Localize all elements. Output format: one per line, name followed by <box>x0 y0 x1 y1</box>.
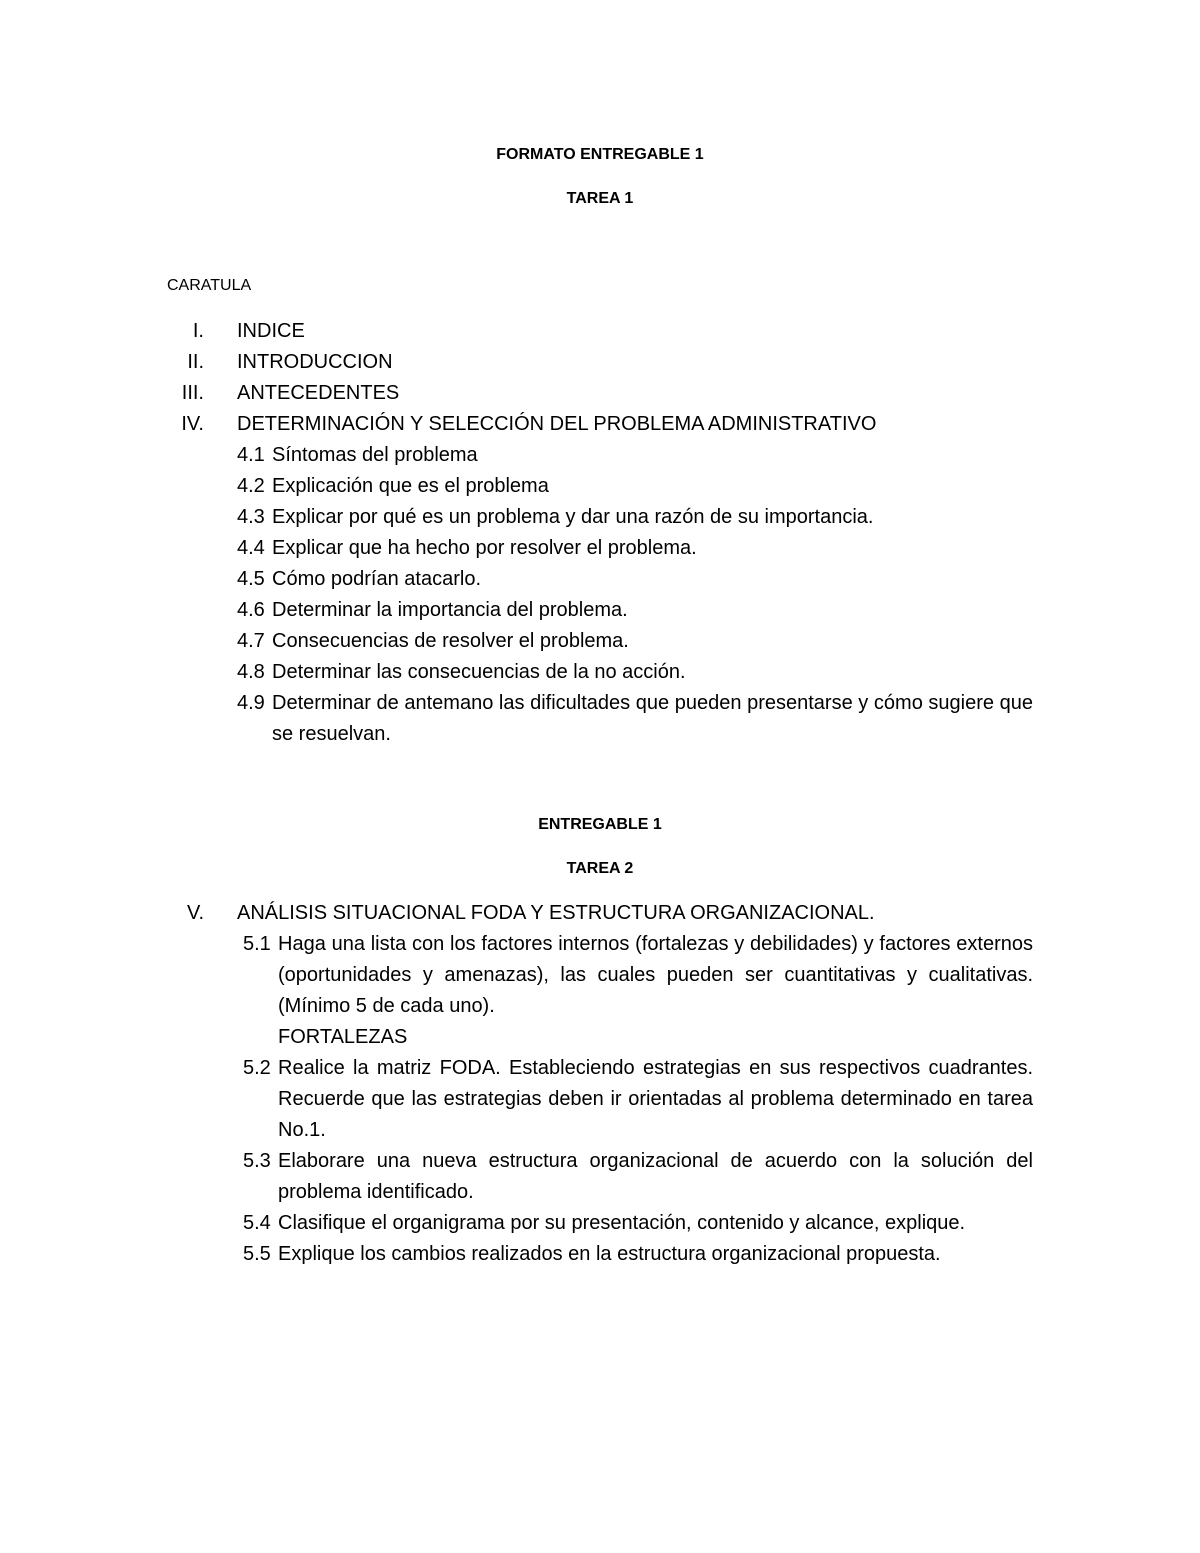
subitem-number: 5.5 <box>243 1243 271 1265</box>
subitem-text: Haga una lista con los factores internos (fortalezas y debilidades) y factores externos (oportunidades y amenazas), las cuales pueden ser cuantitativas y cualitativas. (Mínimo 5 de cada uno). <box>278 933 1033 1017</box>
subitem-text: Síntomas del problema <box>272 444 478 466</box>
section-label: ANTECEDENTES <box>237 382 400 404</box>
fortalezas-label: FORTALEZAS <box>278 1026 408 1048</box>
subitem-number: 5.4 <box>243 1212 271 1234</box>
subitem-number: 4.1 <box>237 444 265 466</box>
section-label: ANÁLISIS SITUACIONAL FODA Y ESTRUCTURA ORGANIZACIONAL. <box>237 902 875 924</box>
subitem-number: 4.8 <box>237 661 265 683</box>
subitem-number: 5.2 <box>243 1057 271 1079</box>
section-label: INTRODUCCION <box>237 351 393 373</box>
subitem-text: Elaborare una nueva estructura organizacional de acuerdo con la solución del problema identificado. <box>278 1150 1033 1203</box>
section-number: IV. <box>181 413 204 435</box>
subitem-number: 4.3 <box>237 506 265 528</box>
tarea-1-heading: TAREA 1 <box>566 190 634 207</box>
subitem-text: Explicar por qué es un problema y dar una razón de su importancia. <box>272 506 874 528</box>
subitem-text: Explique los cambios realizados en la estructura organizacional propuesta. <box>278 1243 941 1265</box>
subitem-text: Clasifique el organigrama por su presentación, contenido y alcance, explique. <box>278 1212 966 1234</box>
section-number: II. <box>187 351 204 373</box>
subitem-text: Determinar de antemano las dificultades que pueden presentarse y cómo sugiere que se resuelvan. <box>272 692 1033 745</box>
subitem-text: Determinar las consecuencias de la no acción. <box>272 661 686 683</box>
subitem-number: 4.2 <box>237 475 265 497</box>
subitem-number: 4.7 <box>237 630 265 652</box>
subitem-text: Explicar que ha hecho por resolver el problema. <box>272 537 697 559</box>
subitem-number: 4.9 <box>237 692 265 714</box>
subitem-text: Cómo podrían atacarlo. <box>272 568 482 590</box>
subitem-number: 4.5 <box>237 568 265 590</box>
section-label: DETERMINACIÓN Y SELECCIÓN DEL PROBLEMA ADMINISTRATIVO <box>237 413 877 435</box>
subitem-number: 5.3 <box>243 1150 271 1172</box>
subitem-text: Consecuencias de resolver el problema. <box>272 630 629 652</box>
caratula-label: CARATULA <box>167 277 252 294</box>
tarea-2-heading: TAREA 2 <box>566 860 634 877</box>
subitem-number: 4.6 <box>237 599 265 621</box>
subitem-number: 5.1 <box>243 933 271 955</box>
subitem-text: Realice la matriz FODA. Estableciendo estrategias en sus respectivos cuadrantes. Recuerde que las estrategias deben ir orientadas al problema determinado en tarea No.1. <box>278 1057 1033 1141</box>
section-number: III. <box>181 382 204 404</box>
section-number: V. <box>186 902 204 924</box>
document-title: FORMATO ENTREGABLE 1 <box>496 146 704 163</box>
section-number: I. <box>192 320 204 342</box>
entregable-heading: ENTREGABLE 1 <box>538 816 662 833</box>
subitem-number: 4.4 <box>237 537 265 559</box>
subitem-text: Explicación que es el problema <box>272 475 549 497</box>
subitem-text: Determinar la importancia del problema. <box>272 599 628 621</box>
section-label: INDICE <box>237 320 305 342</box>
